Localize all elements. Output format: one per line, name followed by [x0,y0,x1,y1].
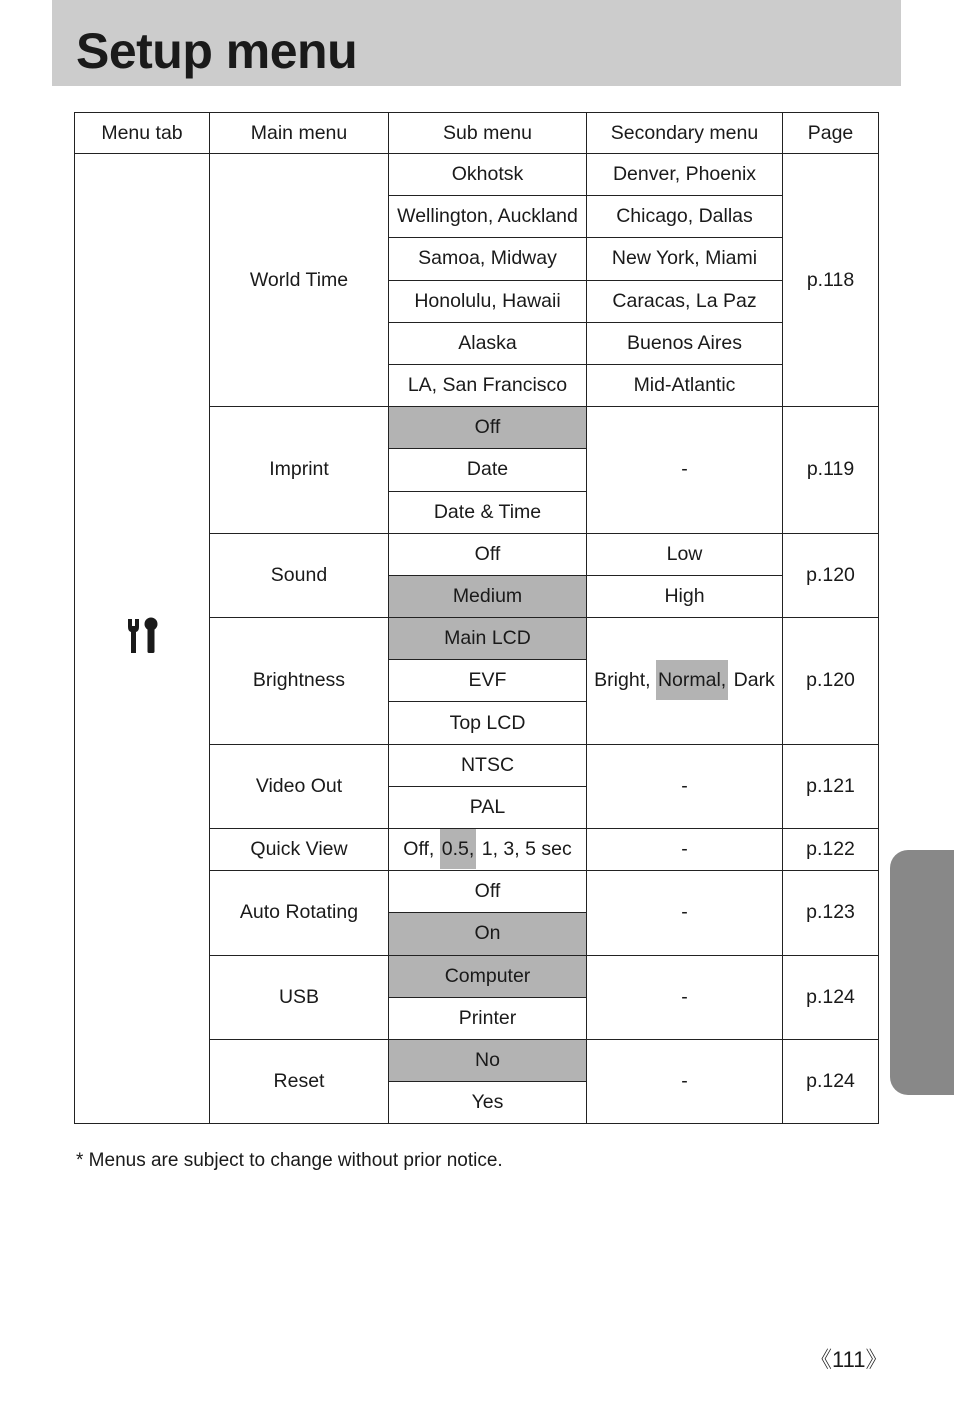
secondary-option-default: Normal, [656,660,728,700]
sub-item: Off [389,533,587,575]
title-bar [52,0,901,86]
sub-item: Honolulu, Hawaii [389,280,587,322]
header-main-menu: Main menu [210,113,389,154]
sub-item: Samoa, Midway [389,238,587,280]
page-ref: p.122 [783,829,879,871]
secondary-item: - [587,407,783,534]
sub-item-default: Off [389,407,587,449]
page-ref: p.121 [783,744,879,828]
page-ref: p.118 [783,154,879,407]
secondary-item: - [587,744,783,828]
sub-item-default: Medium [389,575,587,617]
main-brightness: Brightness [210,618,389,745]
sub-item: Date & Time [389,491,587,533]
sub-option: Off, [403,838,435,861]
setup-menu-table [74,112,879,1124]
sub-item: Off [389,871,587,913]
sub-item [389,829,587,871]
footnote: * Menus are subject to change without prior notice. [76,1150,503,1171]
secondary-item: Buenos Aires [587,322,783,364]
page-ref: p.119 [783,407,879,534]
table-header-row [75,113,879,154]
sub-item-default: Computer [389,955,587,997]
secondary-item: - [587,871,783,955]
header-page: Page [783,113,879,154]
secondary-item: - [587,955,783,1039]
secondary-item: New York, Miami [587,238,783,280]
sub-item: PAL [389,786,587,828]
sub-item-default: No [389,1039,587,1081]
secondary-item: Chicago, Dallas [587,196,783,238]
sub-item: Yes [389,1082,587,1124]
main-video-out: Video Out [210,744,389,828]
secondary-item: - [587,829,783,871]
sub-item: LA, San Francisco [389,364,587,406]
page-number: 《111》 [810,1347,888,1372]
sub-item: Top LCD [389,702,587,744]
header-secondary-menu: Secondary menu [587,113,783,154]
page-ref: p.124 [783,1039,879,1123]
secondary-item: Mid-Atlantic [587,364,783,406]
secondary-item: Caracas, La Paz [587,280,783,322]
secondary-item [587,618,783,745]
main-quick-view: Quick View [210,829,389,871]
sub-item: Printer [389,997,587,1039]
sub-item: Okhotsk [389,154,587,196]
menu-tab-cell [75,154,210,1124]
sub-item: NTSC [389,744,587,786]
table-row [75,154,879,196]
main-reset: Reset [210,1039,389,1123]
main-imprint: Imprint [210,407,389,534]
sub-item-default: On [389,913,587,955]
page-ref: p.120 [783,618,879,745]
setup-tools-icon [125,617,159,655]
main-usb: USB [210,955,389,1039]
sub-item: Alaska [389,322,587,364]
header-sub-menu: Sub menu [389,113,587,154]
sub-item: EVF [389,660,587,702]
secondary-option: Bright, [594,669,651,692]
main-auto-rotating: Auto Rotating [210,871,389,955]
secondary-option: Dark [733,669,775,692]
sub-item-default: Main LCD [389,618,587,660]
sub-item: Wellington, Auckland [389,196,587,238]
sub-option-default: 0.5, [440,829,477,869]
page-ref: p.120 [783,533,879,617]
main-sound: Sound [210,533,389,617]
page-ref: p.124 [783,955,879,1039]
side-section-tab [890,850,954,1095]
page-ref: p.123 [783,871,879,955]
sub-item: Date [389,449,587,491]
header-menu-tab: Menu tab [75,113,210,154]
sub-option: 1, 3, 5 sec [481,838,572,861]
secondary-item: High [587,575,783,617]
secondary-item: Low [587,533,783,575]
page-title: Setup menu [76,23,358,79]
secondary-item: - [587,1039,783,1123]
secondary-item: Denver, Phoenix [587,154,783,196]
main-world-time: World Time [210,154,389,407]
